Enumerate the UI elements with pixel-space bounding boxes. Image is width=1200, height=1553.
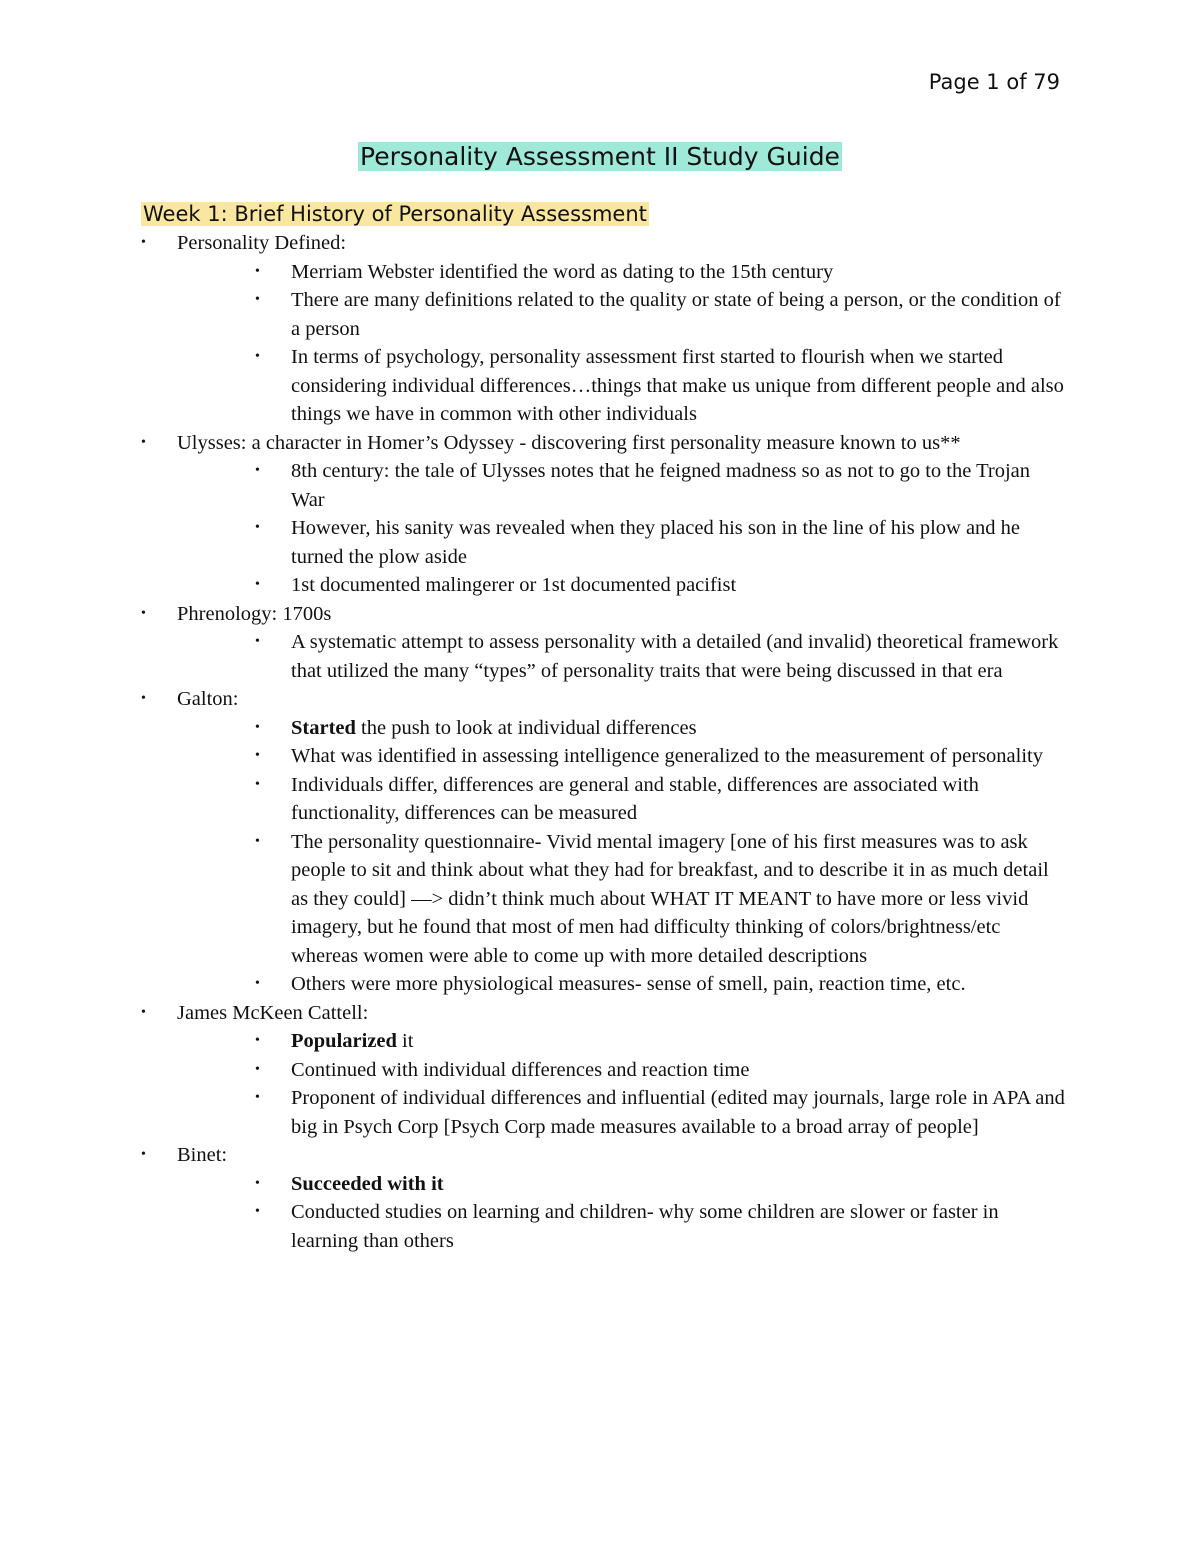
item-bold-text: Popularized bbox=[291, 1030, 397, 1052]
bullet-icon: • bbox=[255, 263, 260, 279]
outline-item bbox=[177, 1027, 1066, 1056]
bullet-icon: • bbox=[255, 1033, 260, 1048]
item-text: There are many definitions related to the quality or state of being a person, or the condition of a person bbox=[291, 289, 1061, 340]
outline-section bbox=[141, 429, 1066, 600]
outline-item bbox=[177, 343, 1066, 429]
section-label: James McKeen Cattell: bbox=[177, 1001, 369, 1024]
outline-item bbox=[177, 286, 1066, 343]
outline-section bbox=[141, 999, 1066, 1142]
bullet-icon: • bbox=[255, 1090, 260, 1105]
item-bold-text: Succeeded with it bbox=[291, 1172, 444, 1195]
outline-item bbox=[177, 258, 1066, 287]
outline bbox=[141, 229, 1066, 1255]
bullet-icon: • bbox=[255, 976, 260, 991]
outline-item bbox=[177, 457, 1066, 514]
outline-section bbox=[141, 600, 1066, 686]
outline-item bbox=[177, 771, 1066, 828]
item-text: Merriam Webster identified the word as dating to the 15th century bbox=[291, 260, 834, 283]
item-bold-text: Started bbox=[291, 716, 356, 739]
item-text: Conducted studies on learning and children- why some children are slower or faster in learning than others bbox=[291, 1201, 999, 1252]
section-label: Binet: bbox=[177, 1144, 228, 1166]
outline-item bbox=[177, 970, 1066, 999]
item-text: the push to look at individual differences bbox=[355, 716, 697, 739]
bullet-icon: • bbox=[255, 463, 260, 478]
bullet-icon: • bbox=[255, 776, 260, 792]
outline-item bbox=[177, 742, 1066, 771]
bullet-icon: • bbox=[255, 1175, 260, 1191]
outline-item bbox=[177, 714, 1066, 743]
bullet-icon: • bbox=[141, 434, 146, 450]
section-label: Galton: bbox=[177, 688, 239, 710]
outline-item bbox=[177, 1084, 1066, 1141]
bullet-icon: • bbox=[255, 1061, 260, 1077]
page-number: Page 1 of 79 bbox=[928, 70, 1060, 94]
item-text: it bbox=[396, 1030, 414, 1052]
outline-item bbox=[177, 571, 1066, 600]
outline-item bbox=[177, 1170, 1066, 1199]
bullet-icon: • bbox=[141, 1147, 146, 1162]
bullet-icon: • bbox=[141, 691, 146, 706]
bullet-icon: • bbox=[255, 719, 260, 735]
bullet-icon: • bbox=[141, 1004, 146, 1020]
item-text: Individuals differ, differences are general and stable, differences are associated with functionality, differences can be measured bbox=[291, 773, 979, 824]
bullet-icon: • bbox=[255, 634, 260, 649]
bullet-icon: • bbox=[141, 235, 146, 250]
item-text: A systematic attempt to assess personality with a detailed (and invalid) theoretical framework that utilized the many “types” of personality traits that were being discussed in that era bbox=[291, 631, 1059, 682]
bullet-icon: • bbox=[255, 1204, 260, 1219]
bullet-icon: • bbox=[255, 292, 260, 307]
item-text: Others were more physiological measures- sense of smell, pain, reaction time, etc. bbox=[291, 973, 966, 995]
document-title bbox=[0, 140, 1200, 174]
week-heading-text: Week 1: Brief History of Personality Assessment bbox=[143, 202, 647, 226]
section-label: Ulysses: a character in Homer’s Odyssey - discovering first personality measure known to us** bbox=[177, 431, 961, 454]
section-label: Phrenology: 1700s bbox=[177, 602, 332, 625]
item-text: Proponent of individual differences and influential (edited may journals, large role in APA and big in Psych Corp [Psych Corp made measures available to a broad array of people] bbox=[291, 1087, 1065, 1138]
bullet-icon: • bbox=[255, 520, 260, 535]
item-text: In terms of psychology, personality assessment first started to flourish when we started considering individual differences…things that make us unique from different people and also things we have in common with other individuals bbox=[291, 346, 1064, 425]
outline-item bbox=[177, 1198, 1066, 1255]
bullet-icon: • bbox=[255, 748, 260, 763]
outline-item bbox=[177, 628, 1066, 685]
outline-section bbox=[141, 229, 1066, 429]
item-text: 1st documented malingerer or 1st documented pacifist bbox=[291, 574, 737, 596]
item-text: The personality questionnaire- Vivid mental imagery [one of his first measures was to ask people to sit and think about what they had for breakfast, and to describe it in as much detail as they could] —> didn’t think much about WHAT IT MEANT to have more or less vivid imagery, but he found that most of men had difficulty thinking of colors/brightness/etc whereas women were able to come up with more detailed descriptions bbox=[291, 830, 1049, 967]
item-text: Continued with individual differences and reaction time bbox=[291, 1058, 750, 1081]
item-text: 8th century: the tale of Ulysses notes that he feigned madness so as not to go to the Trojan War bbox=[291, 460, 1031, 511]
outline-section bbox=[141, 1141, 1066, 1255]
document-title-text: Personality Assessment II Study Guide bbox=[360, 142, 840, 171]
outline-section bbox=[141, 685, 1066, 999]
item-text: What was identified in assessing intelligence generalized to the measurement of personality bbox=[291, 745, 1043, 767]
bullet-icon: • bbox=[255, 833, 260, 849]
item-text: However, his sanity was revealed when they placed his son in the line of his plow and he turned the plow aside bbox=[291, 517, 1021, 568]
outline-item bbox=[177, 1056, 1066, 1085]
week-heading bbox=[141, 199, 649, 229]
bullet-icon: • bbox=[255, 349, 260, 364]
bullet-icon: • bbox=[255, 577, 260, 592]
bullet-icon: • bbox=[141, 605, 146, 621]
outline-item bbox=[177, 514, 1066, 571]
outline-item bbox=[177, 828, 1066, 971]
section-label: Personality Defined: bbox=[177, 232, 347, 254]
